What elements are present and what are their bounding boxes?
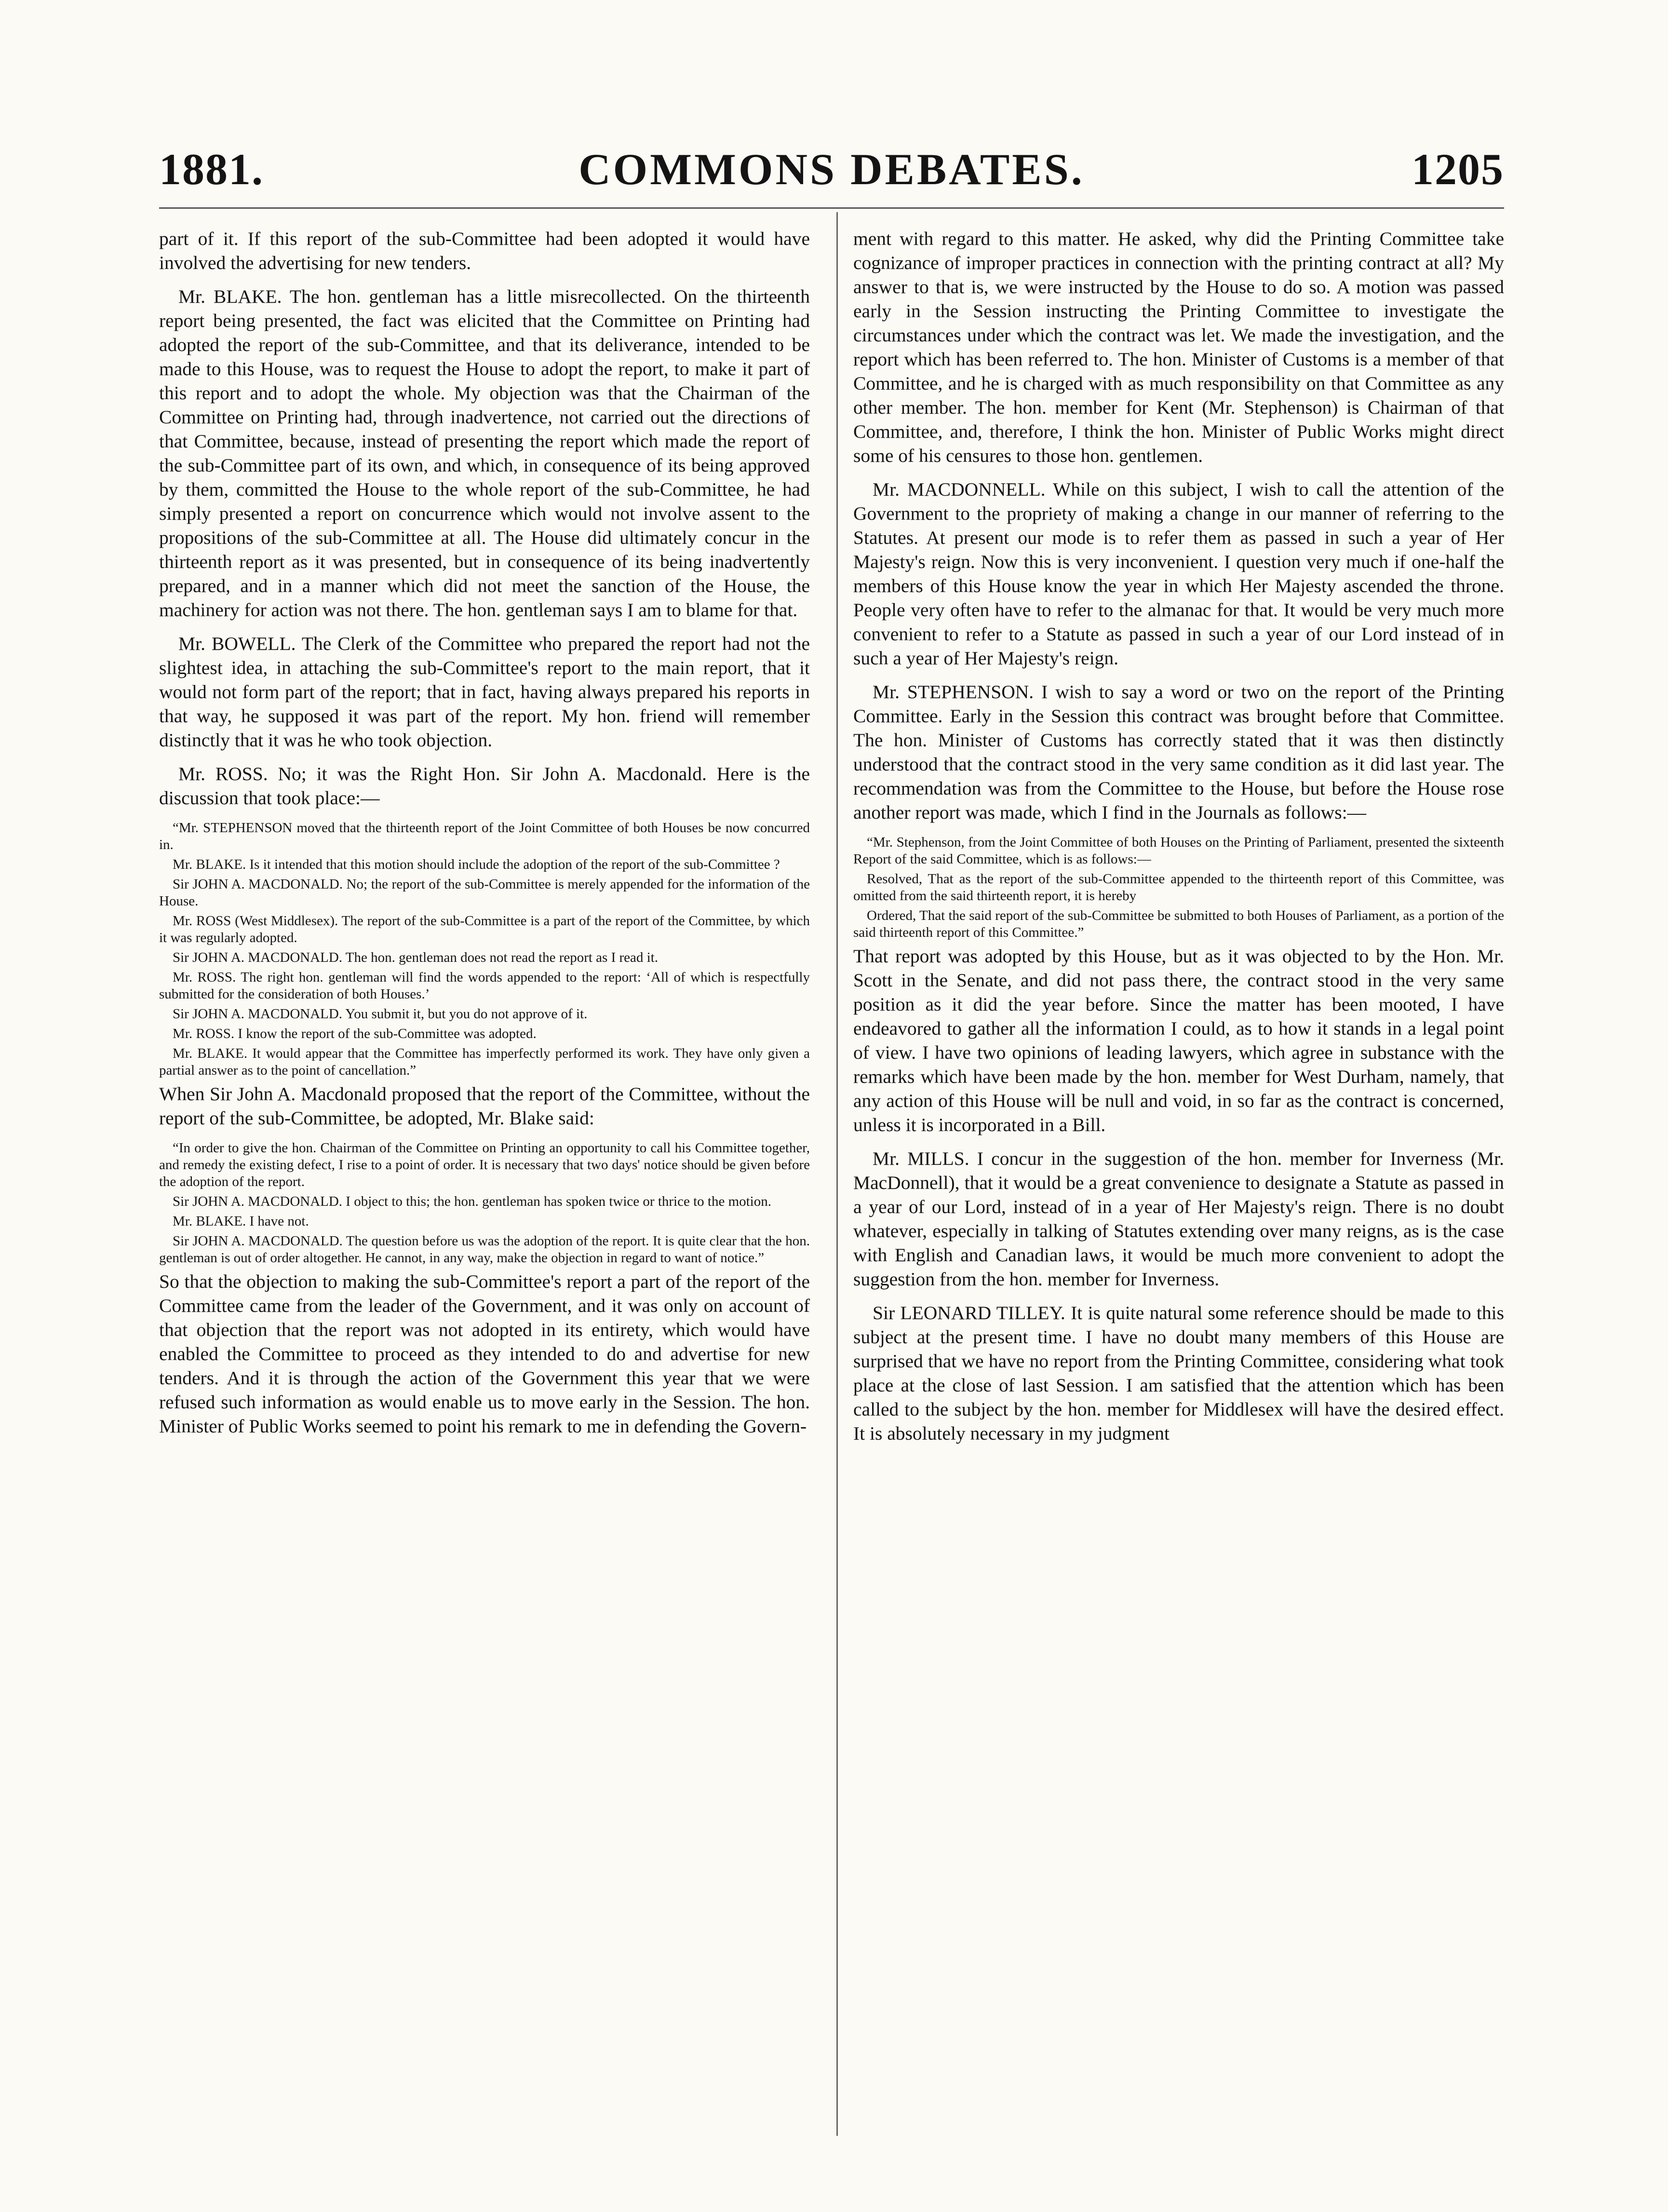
quoted-paragraph: Ordered, That the said report of the sub-Committee be submitted to both Houses of Parliament, as a portion of the said thirteenth report of this Committee.” bbox=[853, 908, 1504, 940]
quoted-paragraph: Mr. BLAKE. I have not. bbox=[173, 1214, 309, 1229]
header-year: 1881. bbox=[159, 145, 264, 194]
quoted-paragraph: Mr. ROSS (West Middlesex). The report of the sub-Committee is a part of the report of the Committee, by which it was regularly adopted. bbox=[159, 913, 810, 945]
paragraph: Mr. ROSS. No; it was the Right Hon. Sir John A. Macdonald. Here is the discussion that took place:— bbox=[159, 763, 810, 809]
header-rule bbox=[159, 207, 1504, 209]
paragraph: Mr. MILLS. I concur in the suggestion of the hon. member for Inverness (Mr. MacDonnell), that it would be a great convenience to designate a Statute as passed in a year of our Lord, instead of in a year of Her Majesty's reign. There is no doubt whatever, especially in talking of Statutes extending over many reigns, as is the case with English and Canadian laws, it would be much more convenient to adopt the suggestion from the hon. member for Inverness. bbox=[853, 1148, 1504, 1290]
quoted-paragraph: Resolved, That as the report of the sub-Committee appended to the thirteenth report of this Committee, was omitted from the said thirteenth report, it is hereby bbox=[853, 871, 1504, 904]
paragraph: ment with regard to this matter. He asked, why did the Printing Committee take cognizance of improper practices in connection with the printing contract at all? My answer to that is, we were instructed by the House to do so. A motion was passed early in the Session instructing the Printing Committee to investigate the circumstances under which the contract was let. We made the investigation, and the report which has been referred to. The hon. Minister of Customs is a member of that Committee, and he is charged with as much responsibility on that Committee as any other member. The hon. member for Kent (Mr. Stephenson) is Chairman of that Committee, and, therefore, I think the hon. Minister of Public Works might direct some of his censures to those hon. gentlemen. bbox=[853, 228, 1504, 466]
paragraph: So that the objection to making the sub-Committee's report a part of the report of the Committee came from the leader of the Government, and it was only on account of that objection that the report was not adopted in its entirety, which would have enabled the Committee to proceed as they intended to do and advertise for new tenders. And it is through the action of the Government this year that we were refused such information as would enable us to move early in the Session. The hon. Minister of Public Works seemed to point his remark to me in defending the Govern- bbox=[159, 1271, 810, 1437]
paragraph: Mr. BOWELL. The Clerk of the Committee who prepared the report had not the slightest idea, in attaching the sub-Committee's report to the main report, that it would not form part of the report; that in fact, having always prepared his reports in that way, he supposed it was part of the report. My hon. friend will remember distinctly that it was he who took objection. bbox=[159, 633, 810, 751]
paragraph: Mr. BLAKE. The hon. gentleman has a little misrecollected. On the thirteenth report being presented, the fact was elicited that the Committee on Printing had adopted the report of the sub-Committee, and that its deliverance, intended to be made to this House, was to request the House to adopt the report, to make it part of this report and to adopt the whole. My objection was that the Chairman of the Committee on Printing had, through inadvertence, not carried out the directions of that Committee, because, instead of presenting the report which made the report of the sub-Committee part of its own, and which, in consequence of its being approved by them, committed the House to the whole report of the sub-Committee, he had simply presented a report on concurrence which would not involve assent to the propositions of the sub-Committee at all. The House did ultimately concur in the thirteenth report as it was presented, but in consequence of its being inadvertently prepared, and in a manner which did not meet the sanction of the House, the machinery for action was not there. The hon. gentleman says I am to blame for that. bbox=[159, 286, 810, 620]
quoted-paragraph: Mr. ROSS. The right hon. gentleman will find the words appended to the report: ‘All of which is respectfully submitted for the consideration of both Houses.’ bbox=[159, 970, 810, 1002]
quoted-paragraph: Sir JOHN A. MACDONALD. No; the report of the sub-Committee is merely appended for the information of the House. bbox=[159, 877, 810, 909]
quoted-paragraph: Sir JOHN A. MACDONALD. I object to this; the hon. gentleman has spoken twice or thrice to the motion. bbox=[173, 1194, 771, 1209]
quoted-paragraph: Sir JOHN A. MACDONALD. You submit it, but you do not approve of it. bbox=[173, 1006, 588, 1022]
quoted-paragraph: Mr. BLAKE. Is it intended that this motion should include the adoption of the report of the sub-Committee ? bbox=[173, 857, 780, 872]
page-header bbox=[159, 144, 1504, 202]
paragraph: Sir LEONARD TILLEY. It is quite natural some reference should be made to this subject at the present time. I have no doubt many members of this House are surprised that we have no report from the Printing Committee, considering what took place at the close of last Session. I am satisfied that the attention which has been called to the subject by the hon. member for Middlesex will have the desired effect. It is absolutely necessary in my judgment bbox=[853, 1302, 1504, 1444]
quoted-paragraph: Sir JOHN A. MACDONALD. The question before us was the adoption of the report. It is quite clear that the hon. gentleman is out of order altogether. He cannot, in any way, make the objection in regard to want of notice.” bbox=[159, 1233, 810, 1266]
paragraph: When Sir John A. Macdonald proposed that the report of the Committee, without the report of the sub-Committee, be adopted, Mr. Blake said: bbox=[159, 1083, 810, 1129]
left-column bbox=[159, 227, 810, 2131]
right-column bbox=[853, 227, 1504, 2131]
quoted-paragraph: “Mr. Stephenson, from the Joint Committee of both Houses on the Printing of Parliament, presented the sixteenth Report of the said Committee, which is as follows:— bbox=[853, 835, 1504, 867]
header-title: COMMONS DEBATES. bbox=[578, 145, 1085, 194]
paragraph: Mr. MACDONNELL. While on this subject, I wish to call the attention of the Government to the propriety of making a change in our manner of referring to the Statutes. At present our mode is to refer them as passed in such a year of Her Majesty's reign. Now this is very inconvenient. I question very much if one-half the members of this House know the year in which Her Majesty ascended the throne. People very often have to refer to the almanac for that. It would be very much more convenient to refer to a Statute as passed in such a year of our Lord instead of in such a year of Her Majesty's reign. bbox=[853, 479, 1504, 669]
quoted-paragraph: “Mr. STEPHENSON moved that the thirteenth report of the Joint Committee of both Houses be now concurred in. bbox=[159, 820, 810, 852]
quoted-paragraph: Mr. ROSS. I know the report of the sub-Committee was adopted. bbox=[173, 1026, 537, 1041]
paragraph: part of it. If this report of the sub-Committee had been adopted it would have involved the advertising for new tenders. bbox=[159, 228, 810, 273]
quoted-paragraph: Sir JOHN A. MACDONALD. The hon. gentleman does not read the report as I read it. bbox=[173, 950, 659, 965]
column-divider bbox=[836, 212, 838, 2136]
quoted-paragraph: “In order to give the hon. Chairman of the Committee on Printing an opportunity to call his Committee together, and remedy the existing defect, I rise to a point of order. It is necessary that two days' notice should be given before the adoption of the report. bbox=[159, 1140, 810, 1189]
paragraph: That report was adopted by this House, but as it was objected to by the Hon. Mr. Scott in the Senate, and did not pass there, the contract stood in the very same position as it did the year before. Since the matter has been mooted, I have endeavored to gather all the information I could, as to how it stands in a legal point of view. I have two opinions of leading lawyers, which agree in substance with the remarks which have been made by the hon. member for West Durham, namely, that any action of this House will be null and void, in so far as the contract is concerned, unless it is incorporated in a Bill. bbox=[853, 945, 1504, 1135]
header-page-number: 1205 bbox=[1412, 145, 1504, 194]
quoted-paragraph: Mr. BLAKE. It would appear that the Committee has imperfectly performed its work. They have only given a partial answer as to the point of cancellation.” bbox=[159, 1046, 810, 1078]
paragraph: Mr. STEPHENSON. I wish to say a word or two on the report of the Printing Committee. Early in the Session this contract was brought before that Committee. The hon. Minister of Customs has correctly stated that it was then distinctly understood that the contract stood in the very same condition as it did last year. The recommendation was from the Committee to the House, but before the House rose another report was made, which I find in the Journals as follows:— bbox=[853, 681, 1504, 823]
